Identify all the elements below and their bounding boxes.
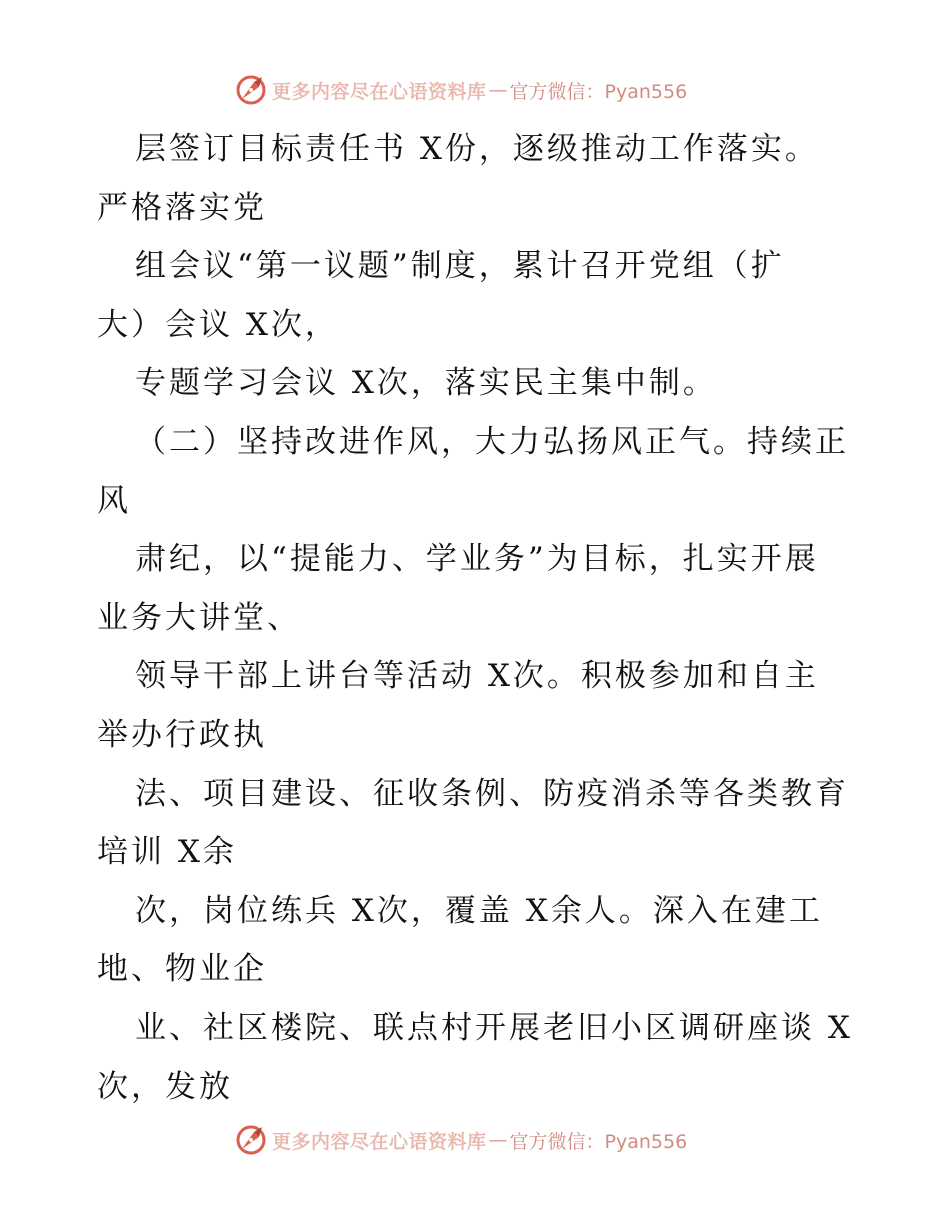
- body-line: 组会议“第一议题”制度，累计召开党组（扩: [135, 248, 785, 285]
- body-line: 业、社区楼院、联点村开展老旧小区调研座谈 X: [135, 1009, 853, 1046]
- document-body: [97, 120, 857, 1116]
- body-line: 领导干部上讲台等活动 X次。积极参加和自主: [135, 658, 819, 695]
- body-line: 专题学习会议 X次，落实民主集中制。: [135, 365, 717, 402]
- body-line: 地、物业企: [97, 951, 267, 988]
- section-heading-line: （二）坚持改进作风，大力弘扬风正气。持续正: [135, 423, 849, 460]
- body-line: 举办行政执: [97, 716, 267, 753]
- body-line: 层签订目标责任书 X份，逐级推动工作落实。: [135, 131, 819, 167]
- body-line: 肃纪，以“提能力、学业务”为目标，扎实开展: [135, 541, 819, 578]
- pen-nib-logo-icon: [234, 73, 268, 107]
- body-line: 大）会议 X次，: [97, 306, 339, 343]
- body-line: 风: [97, 482, 131, 519]
- watermark-separator: —: [488, 1129, 508, 1151]
- body-line: 严格落实党: [97, 189, 267, 226]
- body-line: 培训 X余: [97, 834, 237, 871]
- body-line: 法、项目建设、征收条例、防疫消杀等各类教育: [135, 775, 849, 812]
- body-line: 次，岗位练兵 X次，覆盖 X余人。深入在建工: [135, 892, 823, 929]
- footer-watermark: [234, 1123, 687, 1157]
- body-line: 次，发放: [97, 1068, 233, 1105]
- watermark-main-text: 更多内容尽在心语资料库: [272, 1130, 487, 1153]
- header-watermark: [234, 73, 687, 107]
- watermark-separator: —: [488, 79, 508, 101]
- watermark-main-text: 更多内容尽在心语资料库: [272, 80, 487, 103]
- watermark-wechat-text: 官方微信：Pyan556: [509, 80, 688, 103]
- watermark-wechat-text: 官方微信：Pyan556: [509, 1130, 688, 1153]
- pen-nib-logo-icon: [234, 1123, 268, 1157]
- body-line: 业务大讲堂、: [97, 599, 301, 636]
